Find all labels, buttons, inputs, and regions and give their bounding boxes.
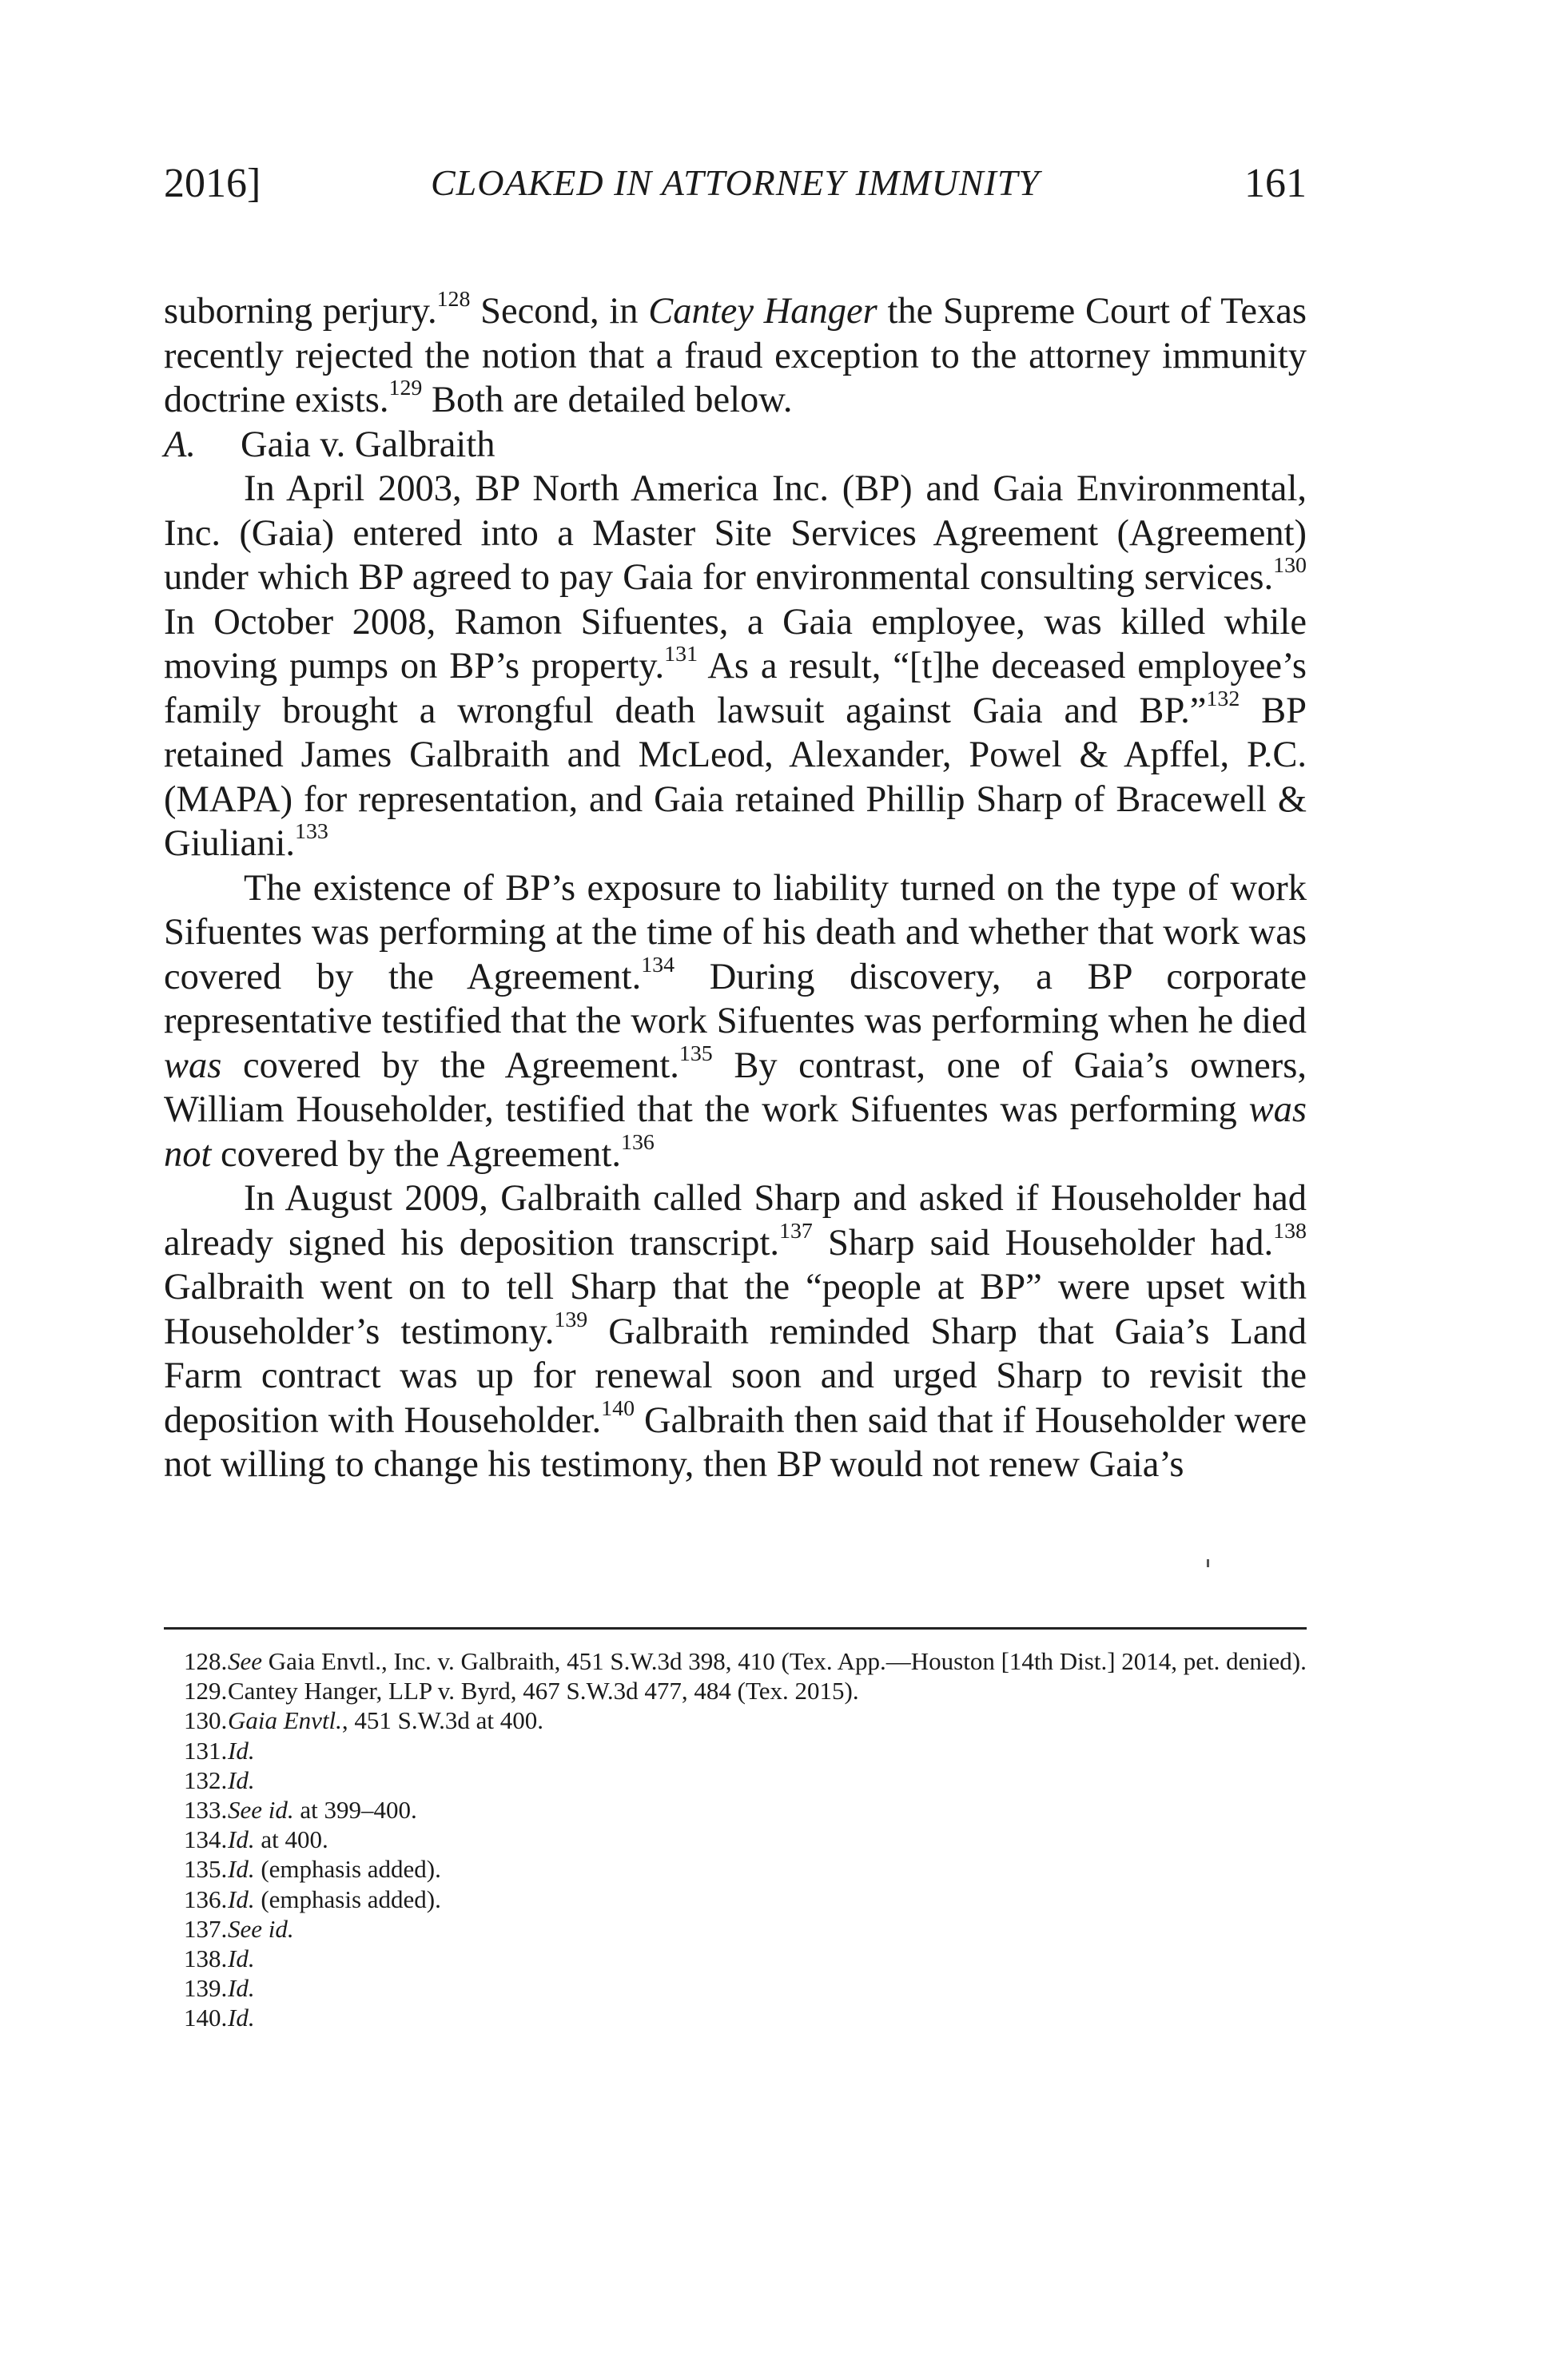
paragraph-4: In August 2009, Galbraith called Sharp and asked if Householder had already signed his deposition transcript.$^{137}$ Sharp said Householder had.$^{138}$ Galbraith went on to tell Sharp that the “people at BP” were upset with Householder’s testimony.$^{139}$ Galbraith reminded Sharp that Gaia’s Land Farm contract was up for renewal soon and urged Sharp to revisit the deposition with Householder.$^{140}$ Galbraith then said that if Householder were not willing to change his testimony, then BP would not renew Gaia’s (164, 1178, 1307, 1485)
section-heading (164, 423, 1307, 468)
footnote-131: 131.Id. (184, 1736, 255, 1765)
footnote-139: 139.Id. (184, 1974, 255, 2003)
running-header (164, 160, 1307, 216)
footnote-129: 129.Cantey Hanger, LLP v. Byrd, 467 S.W.3d 477, 484 (Tex. 2015). (184, 1677, 859, 1705)
footnote-128: 128.See Gaia Envtl., Inc. v. Galbraith, 451 S.W.3d 398, 410 (Tex. App.—Houston [14th Dist.] 2014, pet. denied). (184, 1647, 1307, 1675)
paragraph-2: In April 2003, BP North America Inc. (BP) and Gaia Environmental, Inc. (Gaia) entered into a Master Site Services Agreement (Agreement) under which BP agreed to pay Gaia for environmental consulting services.$^{130}$ In October 2008, Ramon Sifuentes, a Gaia employee, was killed while moving pumps on BP’s property.$^{131}$ As a result, “[t]he deceased employee’s family brought a wrongful death lawsuit against Gaia and BP.”$^{132}$ BP retained James Galbraith and McLeod, Alexander, Powel & Apffel, P.C. (MAPA) for representation, and Gaia retained Phillip Sharp of Bracewell & Giuliani.$^{133}$ (164, 468, 1307, 864)
header-title: CLOAKED IN ATTORNEY IMMUNITY (430, 162, 1040, 203)
footnote-ref[interactable]: 139 (554, 1307, 588, 1332)
page-number: 161 (1244, 161, 1307, 206)
footnote-132: 132.Id. (184, 1765, 255, 1794)
footnote-136: 136.Id. (emphasis added). (184, 1884, 441, 1913)
footnote-138: 138.Id. (184, 1944, 255, 1973)
footnote-ref[interactable]: 140 (601, 1395, 635, 1421)
footnote-ref[interactable]: 135 (679, 1041, 713, 1066)
footnote-130: 130.Gaia Envtl., 451 S.W.3d at 400. (184, 1706, 543, 1735)
header-year: 2016] (164, 161, 261, 206)
footnotes (164, 1646, 1307, 2033)
paragraph-1: suborning perjury.$^{128}$ Second, in Cantey Hanger the Supreme Court of Texas recently rejected the notion that a fraud exception to the attorney immunity doctrine exists.$^{129}$ Both are detailed below. (164, 287, 1307, 420)
footnote-ref[interactable]: 133 (295, 819, 328, 845)
footnote-ref[interactable]: 136 (621, 1129, 655, 1155)
footnote-133: 133.See id. at 399–400. (184, 1796, 417, 1825)
footnote-140: 140.Id. (184, 2004, 255, 2032)
footnote-134: 134.Id. at 400. (184, 1825, 328, 1854)
footnote-divider (164, 1627, 1307, 1630)
footnote-ref[interactable]: 130 (1273, 553, 1307, 579)
footnote-ref[interactable]: 137 (779, 1218, 813, 1244)
footnote-ref[interactable]: 132 (1206, 686, 1240, 711)
body-text (164, 289, 1307, 1487)
footnote-ref[interactable]: 134 (641, 952, 675, 977)
footnote-ref[interactable]: 131 (664, 642, 698, 667)
footnote-ref[interactable]: 128 (436, 287, 471, 312)
footnote-137: 137.See id. (184, 1914, 294, 1943)
scan-speck (1207, 1559, 1209, 1567)
footnote-135: 135.Id. (emphasis added). (184, 1855, 441, 1884)
section-letter: A. (164, 424, 197, 465)
paragraph-3: The existence of BP’s exposure to liability turned on the type of work Sifuentes was performing at the time of his death and whether that work was covered by the Agreement.$^{134}$ During discovery, a BP corporate representative testified that the work Sifuentes was performing when he died was covered by the Agreement.$^{135}$ By contrast, one of Gaia’s owners, William Householder, testified that the work Sifuentes was performing was not covered by the Agreement.$^{136}$ (164, 867, 1307, 1175)
footnote-ref[interactable]: 129 (388, 376, 423, 401)
section-title: Gaia v. Galbraith (241, 424, 495, 465)
footnote-ref[interactable]: 138 (1273, 1218, 1307, 1244)
